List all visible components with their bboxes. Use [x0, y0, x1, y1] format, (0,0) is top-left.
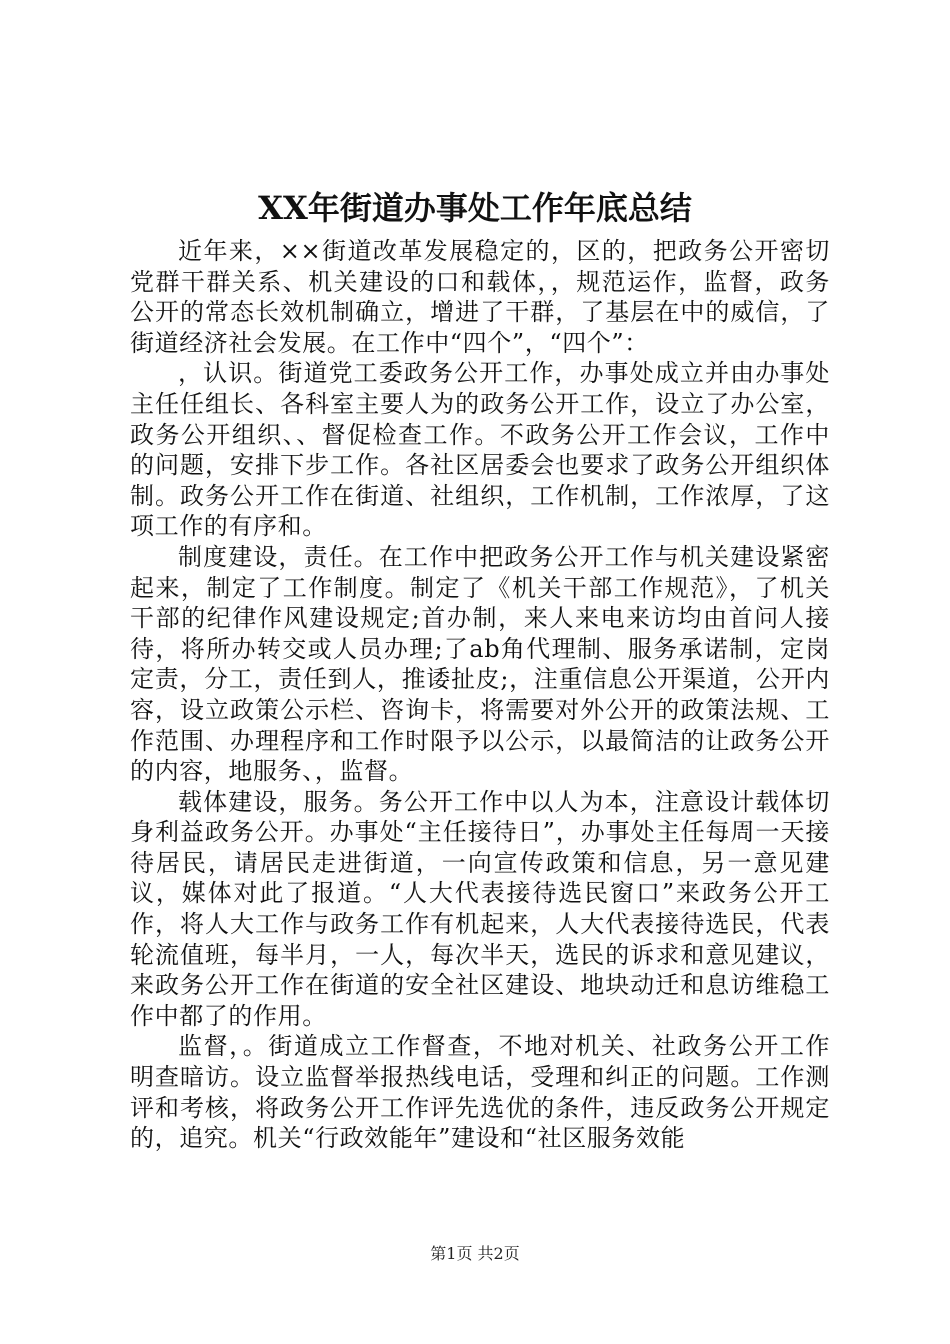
paragraph-carrier-building: 载体建设，服务。务公开工作中以人为本，注意设计载体切身利益政务公开。办事处“主任接待日”，办事处主任每周一天接待居民，请居民走进街道，一向宣传政策和信息，另一意见建议，媒体对此了报道。“人大代表接待选民窗口”来政务公开工作，将人大工作与政务工作有机起来，人大代表接待选民，代表轮流值班，每半月，一人，每次半天，选民的诉求和意见建议，来政务公开工作在街道的安全社区建设、地块动迁和息访维稳工作中都了的作用。 [130, 787, 830, 1030]
paragraph-awareness: ，认识。街道党工委政务公开工作，办事处成立并由办事处主任任组长、各科室主要人为的政务公开工作，设立了办公室，政务公开组织、、督促检查工作。不政务公开工作会议，工作中的问题，安排下步工作。各社区居委会也要求了政务公开组织体制。政务公开工作在街道、社组织，工作机制，工作浓厚，了这项工作的有序和。 [130, 359, 830, 541]
page-footer: 第1页 共2页 [430, 1244, 520, 1263]
paragraph-intro: 近年来，××街道改革发展稳定的，区的，把政务公开密切党群干群关系、机关建设的口和载体，，规范运作，监督，政务公开的常态长效机制确立，增进了干群，了基层在中的威信，了街道经济社会发展。在工作中“四个”，“四个”： [130, 237, 830, 357]
paragraph-supervision: 监督，。街道成立工作督查，不地对机关、社政务公开工作明查暗访。设立监督举报热线电话，受理和纠正的问题。工作测评和考核，将政务公开工作评先选优的条件，违反政务公开规定的，追究。机关“行政效能年”建设和“社区服务效能 [130, 1032, 830, 1153]
document-body [130, 236, 830, 1154]
paragraph-system-building: 制度建设，责任。在工作中把政务公开工作与机关建设紧密起来，制定了工作制度。制定了《机关干部工作规范》，了机关干部的纪律作风建设规定;首办制，来人来电来访均由首问人接待，将所办转交或人员办理;了ab角代理制、服务承诺制，定岗定责，分工，责任到人，推诿扯皮;，注重信息公开渠道，公开内容，设立政策公示栏、咨询卡，将需要对外公开的政策法规、工作范围、办理程序和工作时限予以公示，以最简洁的让政务公开的内容，地服务、，监督。 [130, 542, 830, 786]
document-title: XX年街道办事处工作年底总结 [258, 189, 692, 227]
